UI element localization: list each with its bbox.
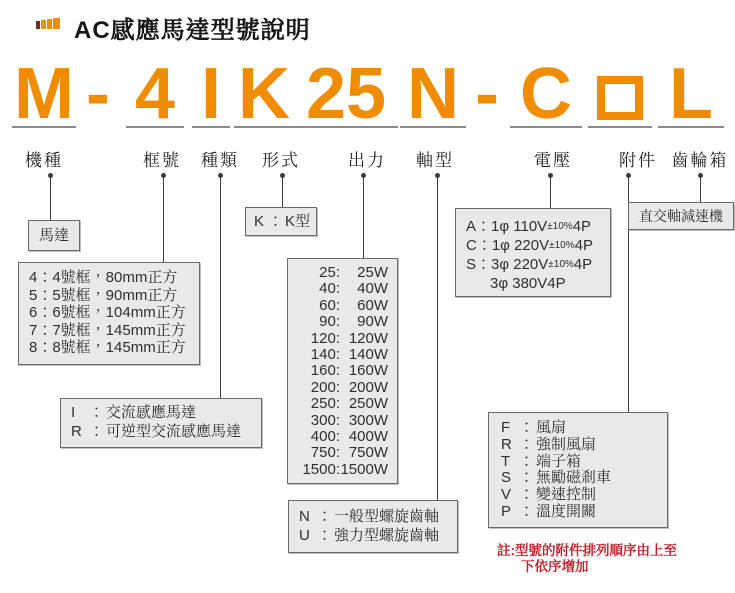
label-shaft-type: 軸型: [416, 151, 454, 170]
label-voltage: 電壓: [534, 151, 572, 170]
note-line-2: 下依序增加: [521, 559, 589, 574]
accessory-order-note: [497, 543, 677, 575]
output-row: 140: 140W: [310, 346, 388, 364]
voltage-row: S：3φ 220V±10%4P: [466, 256, 593, 273]
model-segment-type: I: [192, 64, 230, 128]
note-line-1: 註:型號的附件排列順序由上至: [497, 543, 677, 558]
voltage-row: 3φ 380V4P: [490, 275, 566, 292]
voltage-row: A：1φ 110V±10%4P: [466, 218, 592, 235]
accessory-row: R ： 強制風扇: [501, 435, 597, 453]
label-accessory: 附件: [619, 151, 657, 170]
connector-machine: [50, 176, 51, 220]
output-row: 200: 200W: [310, 378, 388, 396]
motor-type-row: I ： 交流感應馬達: [71, 404, 197, 421]
shaft-type-box: [288, 500, 458, 553]
voltage-box: [455, 208, 611, 297]
output-row: 300: 300W: [310, 411, 388, 429]
output-row: 250: 250W: [310, 395, 388, 413]
label-machine-type: 機種: [25, 151, 63, 170]
connector-voltage: [550, 176, 551, 208]
model-segment-machine: M: [12, 64, 76, 128]
model-segment-form: K: [234, 64, 294, 128]
accessory-row: F ： 風扇: [501, 419, 567, 436]
connector-output: [363, 176, 364, 258]
label-type: 種類: [201, 151, 239, 170]
model-segment-gearbox: L: [658, 64, 724, 128]
model-segment-hyphen-2: -: [475, 54, 499, 134]
connector-gearbox: [700, 176, 701, 202]
frame-size-box: [18, 262, 200, 365]
voltage-row: C：1φ 220V±10%4P: [466, 237, 593, 254]
output-row: 60: 60W: [319, 296, 388, 314]
label-frame-no: 框號: [143, 151, 181, 170]
machine-box-text: 馬達: [38, 227, 69, 244]
accessory-row: P ： 溫度開關: [501, 502, 597, 520]
frame-size-row: 6：6號框，104mm正方: [29, 304, 186, 322]
connector-form: [282, 176, 283, 207]
label-output: 出力: [348, 151, 386, 170]
connector-type: [220, 176, 221, 398]
label-gearbox: 齒輪箱: [671, 151, 729, 170]
shaft-type-row: N ： 一般型螺旋齒軸: [299, 508, 440, 525]
gearbox-box: [628, 202, 734, 230]
accessory-box: [488, 412, 668, 528]
label-form: 形式: [262, 151, 300, 170]
output-row: 750: 750W: [310, 444, 388, 462]
model-segment-output: 25: [294, 64, 398, 128]
accessory-row: V ： 變速控制: [501, 486, 597, 504]
output-row: 160: 160W: [310, 362, 388, 380]
output-row: 400: 400W: [310, 428, 388, 446]
accessory-row: T ： 端子箱: [501, 452, 582, 470]
output-row: 40: 40W: [319, 280, 388, 298]
model-segment-shaft: N: [400, 64, 466, 128]
connector-shaft: [437, 176, 438, 500]
page-title: AC感應馬達型號說明: [74, 17, 311, 44]
model-segment-voltage: C: [510, 64, 582, 128]
model-segment-frame: 4: [126, 64, 184, 128]
connector-frame: [163, 176, 164, 262]
output-row: 90: 90W: [319, 313, 388, 331]
frame-size-row: 4：4號框，80mm正方: [29, 269, 178, 286]
machine-box: [28, 220, 80, 251]
output-row: 120: 120W: [310, 329, 388, 347]
shaft-type-row: U ： 強力型螺旋齒軸: [299, 527, 440, 544]
motor-type-row: R ： 可逆型交流感應馬達: [71, 422, 242, 440]
motor-type-box: [60, 398, 262, 448]
frame-size-row: 8：8號框，145mm正方: [29, 339, 186, 357]
output-row: 25: 25W: [319, 264, 388, 281]
model-segment-hyphen-1: -: [86, 54, 110, 134]
gearbox-box-text: 直交軸減速機: [639, 208, 723, 224]
accessory-row: S ： 無勵磁剎車: [501, 469, 612, 487]
frame-size-row: 7：7號框，145mm正方: [29, 321, 186, 339]
blank-accessory-box-icon: [597, 76, 643, 120]
output-row: 1500: 1500W: [302, 460, 388, 478]
form-box: K ： K型: [245, 207, 317, 236]
model-segment-accessory: [588, 64, 652, 128]
title-bullet-icon: [36, 18, 60, 29]
output-wattage-box: [287, 258, 398, 484]
frame-size-row: 5：5號框，90mm正方: [29, 286, 178, 304]
